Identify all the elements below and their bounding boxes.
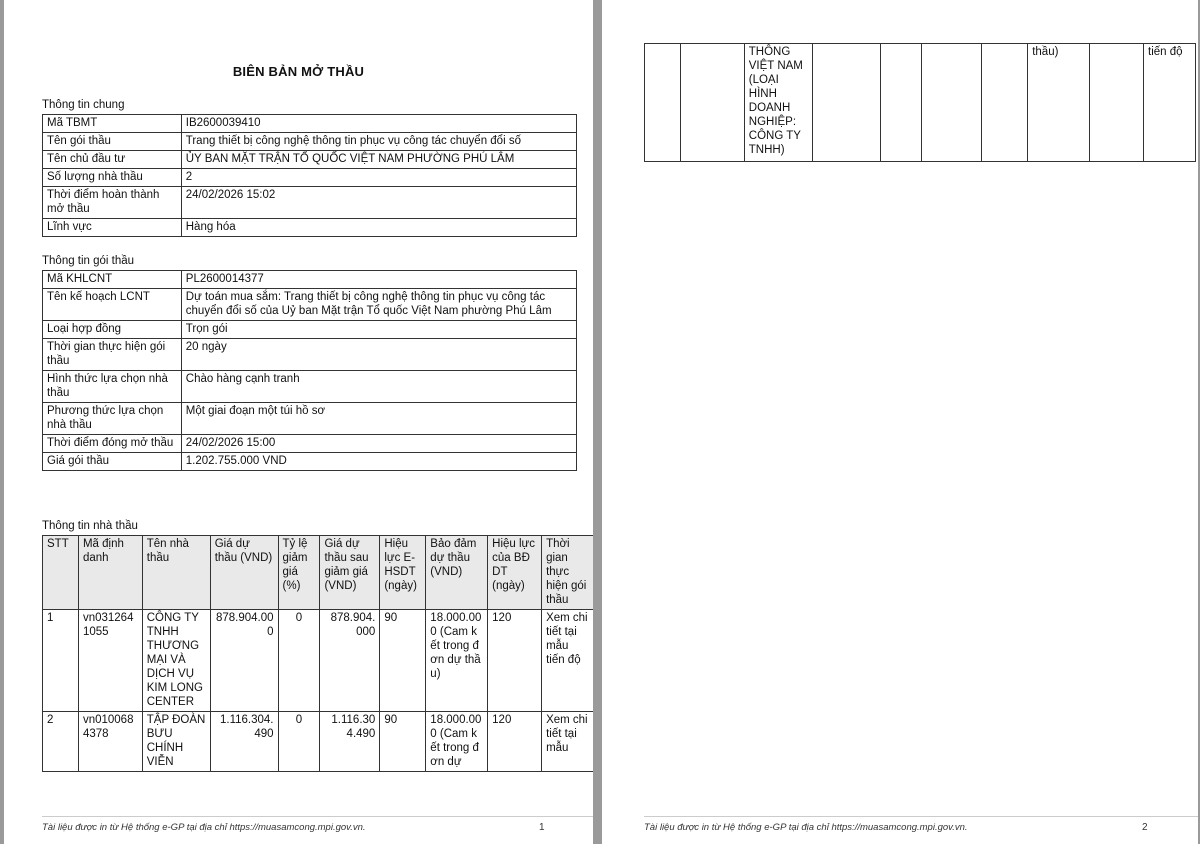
field-label: Thời điểm đóng mở thầu [43,435,182,453]
table-row [43,435,577,453]
table-cell: CÔNG TY TNHH THƯƠNG MẠI VÀ DỊCH VỤ KIM LONG CENTER [142,610,210,712]
table-cell [880,44,922,162]
table-cell [922,44,982,162]
field-value: ỦY BAN MẶT TRẬN TỔ QUỐC VIỆT NAM PHƯỜNG PHÚ LÂM [181,151,576,169]
table-row [43,321,577,339]
field-value: 24/02/2026 15:02 [181,187,576,219]
column-header: Tỷ lệ giảm giá (%) [278,536,320,610]
table-cell: 18.000.000 (Cam kết trong đơn dự thầu) [426,610,488,712]
table-cell: THÔNG VIỆT NAM (LOẠI HÌNH DOANH NGHIỆP: CÔNG TY TNHH) [744,44,812,162]
table-cell: 0 [278,712,320,772]
field-value: Một giai đoạn một túi hồ sơ [181,403,576,435]
field-label: Giá gói thầu [43,453,182,471]
document-title: BIÊN BẢN MỞ THẦU [232,64,365,79]
table-cell: Xem chi tiết tại mẫu tiến độ [542,610,593,712]
field-label: Số lượng nhà thầu [43,169,182,187]
table-row [43,187,577,219]
column-header: Bảo đảm dự thầu (VND) [426,536,488,610]
column-header: Giá dự thầu (VND) [210,536,278,610]
table-row [43,169,577,187]
field-value: IB2600039410 [181,115,576,133]
table-row [43,712,594,772]
table-cell [812,44,880,162]
table-cell: 1.116.304.490 [320,712,380,772]
table-row [43,151,577,169]
table-cell [680,44,744,162]
footer-divider [42,816,593,817]
field-label: Hình thức lựa chọn nhà thầu [43,371,182,403]
table-cell [645,44,681,162]
field-label: Mã TBMT [43,115,182,133]
table-header-row [43,536,594,610]
section-label-bidders: Thông tin nhà thầu [42,520,138,532]
table-row [43,610,594,712]
section-label-package: Thông tin gói thầu [42,255,135,267]
field-label: Thời gian thực hiện gói thầu [43,339,182,371]
field-label: Tên kế hoạch LCNT [43,289,182,321]
field-value: PL2600014377 [181,271,576,289]
bidders-table-continuation [644,43,1196,162]
table-cell: 18.000.000 (Cam kết trong đơn dự [426,712,488,772]
package-info-table [42,270,577,471]
table-cell: 2 [43,712,79,772]
table-cell [1090,44,1144,162]
table-cell: 90 [380,610,426,712]
table-cell: 1 [43,610,79,712]
field-value: Hàng hóa [181,219,576,237]
footer-text: Tài liệu được in từ Hệ thống e-GP tại địa chỉ https://muasamcong.mpi.gov.vn. [42,822,366,833]
table-cell: 0 [278,610,320,712]
table-cell: Xem chi tiết tại mẫu [542,712,593,772]
column-header: Hiệu lực E-HSDT (ngày) [380,536,426,610]
table-cell: 120 [488,610,542,712]
field-value: 20 ngày [181,339,576,371]
section-label-general: Thông tin chung [42,99,125,111]
table-cell: TẬP ĐOÀN BƯU CHÍNH VIỄN [142,712,210,772]
table-row [43,271,577,289]
page-number: 2 [1142,822,1148,833]
footer-divider [644,816,1198,817]
field-value: Chào hàng cạnh tranh [181,371,576,403]
table-row [43,371,577,403]
field-label: Mã KHLCNT [43,271,182,289]
column-header: Hiệu lực của BĐ DT (ngày) [488,536,542,610]
column-header: Mã định danh [78,536,142,610]
field-label: Thời điểm hoàn thành mở thầu [43,187,182,219]
table-cell: vn0312641055 [78,610,142,712]
table-cell: 878.904.000 [320,610,380,712]
field-value: Dự toán mua sắm: Trang thiết bị công nghệ thông tin phục vụ công tác chuyển đổi số của Uỷ ban Mặt trận Tổ quốc Việt Nam phường Phú Lâm [181,289,576,321]
table-cell: 120 [488,712,542,772]
field-value: 2 [181,169,576,187]
table-row [43,453,577,471]
table-row [43,403,577,435]
field-label: Phương thức lựa chọn nhà thầu [43,403,182,435]
document-page-2 [602,0,1198,844]
table-cell: tiến độ [1144,44,1196,162]
footer-text: Tài liệu được in từ Hệ thống e-GP tại địa chỉ https://muasamcong.mpi.gov.vn. [644,822,968,833]
page-number: 1 [539,822,545,833]
table-row [43,219,577,237]
bidders-table [42,535,593,772]
table-row [43,339,577,371]
general-info-table [42,114,577,237]
field-value: Trọn gói [181,321,576,339]
field-value: 1.202.755.000 VND [181,453,576,471]
field-value: Trang thiết bị công nghệ thông tin phục vụ công tác chuyển đổi số [181,133,576,151]
document-page-1 [4,0,593,844]
table-cell: thầu) [1028,44,1090,162]
table-cell: 90 [380,712,426,772]
table-row [43,115,577,133]
column-header: Giá dự thầu sau giảm giá (VND) [320,536,380,610]
table-cell: 878.904.000 [210,610,278,712]
field-label: Tên chủ đầu tư [43,151,182,169]
table-row [645,44,1196,162]
column-header: STT [43,536,79,610]
field-value: 24/02/2026 15:00 [181,435,576,453]
table-cell: 1.116.304.490 [210,712,278,772]
column-header: Tên nhà thầu [142,536,210,610]
field-label: Lĩnh vực [43,219,182,237]
table-cell [982,44,1028,162]
table-cell: vn0100684378 [78,712,142,772]
table-row [43,289,577,321]
field-label: Loại hợp đồng [43,321,182,339]
field-label: Tên gói thầu [43,133,182,151]
table-row [43,133,577,151]
column-header: Thời gian thực hiện gói thầu [542,536,593,610]
